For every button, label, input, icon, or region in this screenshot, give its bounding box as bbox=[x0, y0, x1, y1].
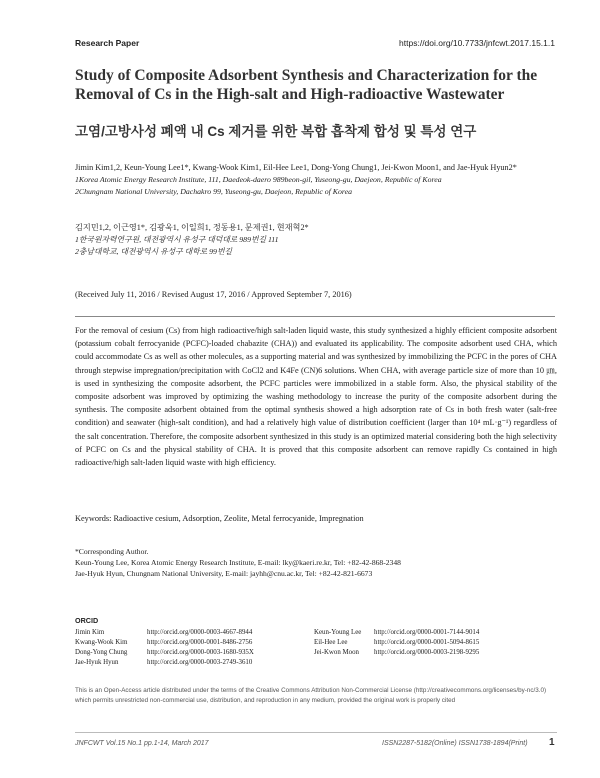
orcid-row bbox=[314, 648, 554, 658]
author-list-korean: 김지민1,2, 이근영1*, 김광욱1, 이일희1, 정동용1, 문제권1, 현재혁2* bbox=[75, 223, 309, 232]
doi-link[interactable]: https://doi.org/10.7733/jnfcwt.2017.15.1.1 bbox=[399, 38, 555, 48]
orcid-link[interactable]: http://orcid.org/0000-0003-2749-3610 bbox=[147, 659, 253, 666]
orcid-author-name: Dong-Yong Chung bbox=[75, 649, 128, 656]
footer-divider bbox=[75, 732, 557, 733]
orcid-row bbox=[75, 638, 315, 648]
corresponding-author-1: Keun-Young Lee, Korea Atomic Energy Research Institute, E-mail: lky@kaeri.re.kr, Tel: +82-42-868-2348 bbox=[75, 558, 401, 567]
title-english-line-2: Removal of Cs in the High-salt and High-radioactive Wastewater bbox=[75, 86, 505, 103]
orcid-row bbox=[75, 648, 315, 658]
orcid-row bbox=[314, 628, 554, 638]
affiliation-2-english: 2Chungnam National University, Dachakro 99, Yuseong-gu, Daejeon, Republic of Korea bbox=[75, 187, 352, 196]
keywords: Keywords: Radioactive cesium, Adsorption, Zeolite, Metal ferrocyanide, Impregnation bbox=[75, 514, 364, 523]
author-list-english: Jimin Kim1,2, Keun-Young Lee1*, Kwang-Wook Kim1, Eil-Hee Lee1, Dong-Yong Chung1, Jei-Kwon Moon1, and Jae-Hyuk Hyun2* bbox=[75, 163, 517, 172]
received-dates: (Received July 11, 2016 / Revised August 17, 2016 / Approved September 7, 2016) bbox=[75, 290, 352, 299]
orcid-link[interactable]: http://orcid.org/0000-0003-4667-8944 bbox=[147, 629, 253, 636]
orcid-author-name: Kwang-Wook Kim bbox=[75, 639, 128, 646]
orcid-heading: ORCID bbox=[75, 616, 99, 625]
journal-citation: JNFCWT Vol.15 No.1 pp.1-14, March 2017 bbox=[75, 740, 209, 747]
affiliation-1-english: 1Korea Atomic Energy Research Institute, 111, Daedeok-daero 989beon-gil, Yuseong-gu, Daejeon, Republic of Korea bbox=[75, 175, 442, 184]
orcid-row bbox=[314, 638, 554, 648]
title-korean: 고염/고방사성 폐액 내 Cs 제거를 위한 복합 흡착제 합성 및 특성 연구 bbox=[75, 124, 477, 139]
page-header bbox=[75, 38, 555, 52]
orcid-author-name: Jimin Kim bbox=[75, 629, 105, 636]
author-block-english bbox=[75, 162, 565, 198]
orcid-link[interactable]: http://orcid.org/0000-0001-8486-2756 bbox=[147, 639, 253, 646]
section-divider bbox=[75, 316, 555, 317]
abstract-text: For the removal of cesium (Cs) from high radioactive/high salt-laden liquid waste, this study synthesized a highly efficient composite adsorbent (potassium cobalt ferrocyanide (PCFC)-loaded chabazite (CHA)) and evaluated its applicability. The composite adsorbent used CHA, which could accommodate Cs as well as other molecules, as a supporting material and was synthesized by immobilizing the PCFC in the pores of CHA through stepwise impregnation/precipitation with CoCl2 and K4Fe (CN)6 solutions. When CHA, with average particle size of more than 10 ㎛, is used in synthesizing the composite adsorbent, the PCFC particles were immobilized in a stable form. Also, the physical stability of the composite adsorbent was improved by optimizing the washing methodology to increase the purity of the composite adsorbent during the synthesis. The composite adsorbent obtained from the optimal synthesis showed a high adsorption rate of Cs in both fresh water (salt-free condition) and seawater (high-salt condition), and had a relatively high value of distribution coefficient (larger than 10⁴ mL·g⁻¹) regardless of the salt concentration. Therefore, the composite adsorbent synthesized in this study is an optimized material considering both the high selectivity of PCFC on Cs and the physical stability of CHA. It is proved that this composite adsorbent can remove rapidly Cs contained in high radioactive/high salt-laden liquid waste with high efficiency. bbox=[75, 326, 557, 468]
issn: ISSN2287-5182(Online) ISSN1738-1894(Print) bbox=[382, 740, 528, 747]
orcid-row bbox=[75, 628, 315, 638]
title-english bbox=[75, 66, 560, 104]
orcid-author-name: Eil-Hee Lee bbox=[314, 639, 348, 646]
license-notice: This is an Open-Access article distributed under the terms of the Creative Commons Attribution Non-Commercial License (http://creativecommons.org/licenses/by-nc/3.0) which permits unrestricted non-commercial use, distribution, and reproduction in any medium, provided the original work is properly cited bbox=[75, 687, 547, 704]
orcid-link[interactable]: http://orcid.org/0000-0003-2198-9295 bbox=[374, 649, 480, 656]
orcid-link[interactable]: http://orcid.org/0000-0001-5094-8615 bbox=[374, 639, 480, 646]
orcid-author-name: Keun-Young Lee bbox=[314, 629, 362, 636]
orcid-table-left bbox=[75, 628, 315, 668]
paper-type-label: Research Paper bbox=[75, 38, 140, 48]
title-english-line-1: Study of Composite Adsorbent Synthesis and Characterization for the bbox=[75, 67, 538, 84]
affiliation-1-korean: 1한국원자력연구원, 대전광역시 유성구 대덕대로 989번길 111 bbox=[75, 235, 279, 244]
orcid-link[interactable]: http://orcid.org/0000-0001-7144-9014 bbox=[374, 629, 480, 636]
orcid-table-right bbox=[314, 628, 554, 658]
author-block-korean bbox=[75, 222, 555, 258]
orcid-link[interactable]: http://orcid.org/0000-0003-1680-935X bbox=[147, 649, 254, 656]
orcid-row bbox=[75, 658, 315, 668]
corresponding-author-2: Jae-Hyuk Hyun, Chungnam National University, E-mail: jayhh@cnu.ac.kr, Tel: +82-42-821-6673 bbox=[75, 569, 373, 578]
orcid-author-name: Jae-Hyuk Hyun bbox=[75, 659, 119, 666]
orcid-author-name: Jei-Kwon Moon bbox=[314, 649, 359, 656]
corresponding-author-label: *Corresponding Author. bbox=[75, 547, 149, 556]
affiliation-2-korean: 2충남대학교, 대전광역시 유성구 대학로 99번길 bbox=[75, 247, 233, 256]
page-number: 1 bbox=[549, 737, 555, 748]
corresponding-author-block bbox=[75, 546, 555, 579]
